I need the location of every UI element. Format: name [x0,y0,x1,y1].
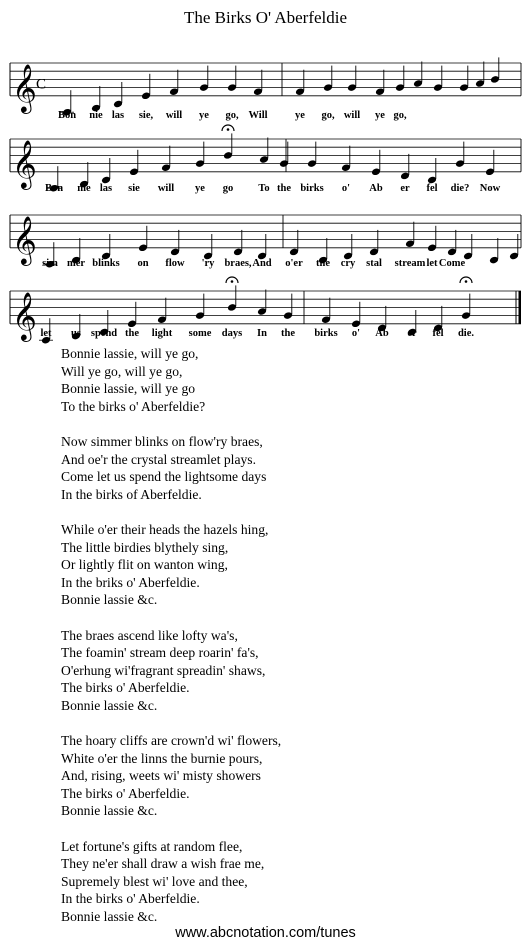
lyric-syllable: Come [438,258,466,269]
lyric-syllable: o' [341,183,351,194]
lyric-syllable: braes, [224,258,252,269]
verse-line: They ne'er shall draw a wish frae me, [61,856,265,871]
lyric-syllable: las [111,110,125,121]
lyric-syllable: cry [340,258,356,269]
lyric-syllable: sie, [138,110,154,121]
verse-line: Supremely blest wi' love and thee, [61,873,248,889]
lyric-syllable: las [99,183,113,194]
verse-line: O'erhung wi'fragrant spreadin' shaws, [61,662,266,678]
lyric-syllable: fel [432,328,444,339]
verse [61,838,501,926]
lyric-syllable: nie [89,110,103,121]
lyric-syllable: o'er [285,258,303,269]
fermata-dot [227,128,230,131]
fermata-dot [465,280,468,283]
lyric-syllable: er [407,328,417,339]
lyric-syllable: 'ry [201,258,215,269]
lyric-syllable: ye [375,110,385,121]
verse-line: To the birks o' Aberfeldie? [61,398,206,414]
verse-line: The braes ascend like lofty wa's, [61,627,238,643]
verse-line: And oe'r the crystal streamlet plays. [61,451,256,467]
lyric-syllable: Will [248,110,268,121]
verse [61,433,501,503]
verse-line: The little birdies blythely sing, [61,539,229,555]
lyric-syllable: Ab [369,183,383,194]
lyric-syllable: let [40,328,52,339]
verse-line: Bonnie lassie, will ye go, [61,346,199,361]
lyric-syllable: And [252,258,272,269]
treble-clef-icon: 𝄞 [12,138,37,188]
verse-line: In the birks o' Aberfeldie. [61,891,200,906]
lyric-syllable: die. [457,328,475,339]
verse-line: Bonnie lassie &c. [61,697,158,713]
final-barline-thick [519,291,522,324]
lyric-syllable: will [165,110,183,121]
lyric-syllable: Bon [57,110,77,121]
fermata-dot [231,280,234,283]
time-signature: C [36,76,47,93]
lyric-syllable: stream [394,258,426,269]
treble-clef-icon: 𝄞 [12,62,37,112]
lyric-syllable: blinks [92,258,120,269]
lyric-syllable: Ab [375,328,389,339]
lyric-syllable: days [221,328,243,339]
lyric-syllable: some [188,328,212,339]
lyric-syllable: birks [300,183,324,194]
lyric-syllable: on [137,258,149,269]
verse-line: Let fortune's gifts at random flee, [61,838,243,854]
lyric-syllable: die? [450,183,470,194]
lyrics-verses [61,345,501,943]
lyric-syllable: ye [295,110,305,121]
lyric-syllable: birks [314,328,338,339]
verse-line: While o'er their heads the hazels hing, [61,522,269,537]
verse-line: Will ye go, will ye go, [61,363,183,379]
verse-line: The birks o' Aberfeldie. [61,680,190,695]
verse-line: And, rising, weets wi' misty showers [61,768,261,783]
lyric-syllable: go [222,183,234,194]
lyric-syllable: To [258,183,270,194]
lyric-syllable: go, [393,110,407,121]
verse-line: Come let us spend the lightsome days [61,469,267,484]
treble-clef-icon: 𝄞 [12,290,37,340]
tune-title: The Birks O' Aberfeldie [183,8,348,27]
lyric-syllable: mer [66,258,86,269]
verse-line: The foamin' stream deep roarin' fa's, [61,645,259,660]
verse-line: Now simmer blinks on flow'ry braes, [61,434,263,449]
verse-line: Bonnie lassie &c. [61,803,158,818]
verse [61,627,501,715]
verse-line: In the birks of Aberfeldie. [61,486,202,502]
lyric-syllable: Now [479,183,501,194]
lyric-syllable: fel [426,183,438,194]
verse-line: The hoary cliffs are crown'd wi' flowers, [61,733,282,748]
footer-url[interactable]: www.abcnotation.com/tunes [175,925,356,941]
verse [61,345,501,415]
verse-line: Bonnie lassie &c. [61,908,158,924]
lyric-syllable: In [257,328,267,339]
lyric-syllable: o' [351,328,361,339]
lyric-syllable: ye [195,183,205,194]
lyric-syllable: us [71,328,81,339]
treble-clef-icon: 𝄞 [12,214,37,264]
lyric-syllable: the [277,183,291,194]
lyric-syllable: er [400,183,410,194]
lyric-syllable: spend [90,328,118,339]
lyric-syllable: the [125,328,139,339]
verse-line: In the briks o' Aberfeldie. [61,574,200,590]
lyric-syllable: go, [321,110,335,121]
verse-line: Or lightly flit on wanton wing, [61,557,228,572]
verse-line: The birks o' Aberfeldie. [61,785,190,801]
verse [61,521,501,609]
lyric-syllable: will [343,110,361,121]
lyric-syllable: stal [366,258,382,269]
lyric-syllable: go, [225,110,239,121]
sheet-music-score [0,0,531,345]
lyric-syllable: will [157,183,175,194]
lyric-syllable: sie [128,183,140,194]
lyric-syllable: nie [77,183,91,194]
lyric-syllable: the [316,258,330,269]
verse-line: White o'er the linns the burnie pours, [61,750,263,766]
lyric-syllable: let [426,258,438,269]
lyric-syllable: flow [165,258,185,269]
verse [61,732,501,820]
verse-line: Bonnie lassie &c. [61,592,158,607]
lyric-syllable: ye [199,110,209,121]
lyric-syllable: sim [42,258,58,269]
verse-line: Bonnie lassie, will ye go [61,381,196,396]
lyric-syllable: light [151,328,173,339]
lyric-syllable: the [281,328,295,339]
lyric-syllable: Bon [44,183,64,194]
